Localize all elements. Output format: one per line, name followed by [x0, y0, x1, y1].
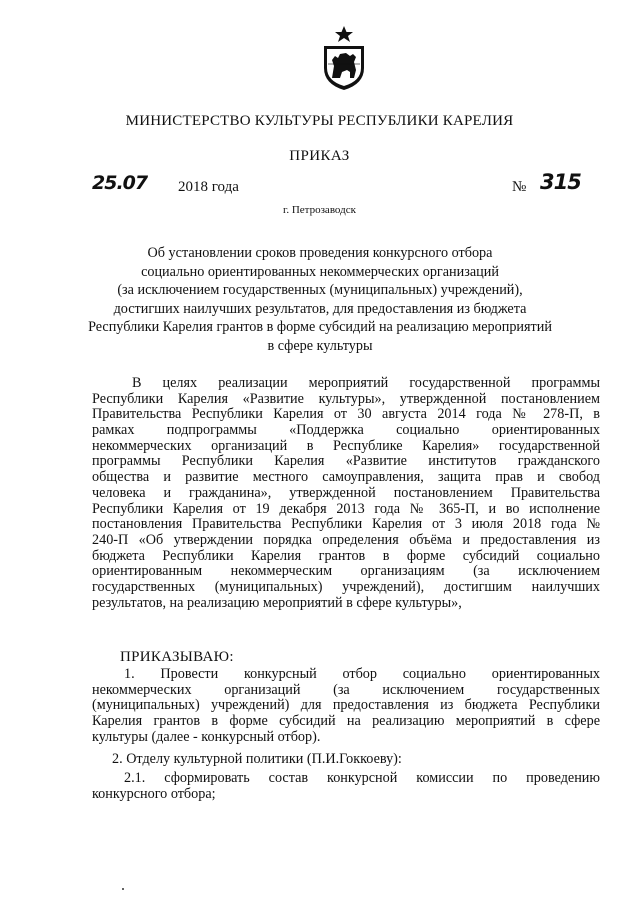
text-line: Республики Карелия «Развитие культуры», утвержденной постановлением [92, 391, 600, 407]
order-subject [80, 244, 560, 355]
city: г. Петрозаводск [283, 204, 356, 216]
text-line: конкурсного отбора; [92, 785, 216, 802]
text-line: 240-П «Об утверждении порядка определения объёма и предоставления из [92, 532, 600, 548]
text-line: общества и развитие местного самоуправления, защита прав и свобод [92, 470, 600, 486]
subject-line: (за исключением государственных (муниципальных) учреждений), [117, 282, 523, 298]
item-2-paragraph [92, 752, 600, 768]
subject-line: в сфере культуры [267, 337, 373, 354]
handwritten-number: 315 [540, 170, 581, 194]
text-line: В целях реализации мероприятий государственной программы [132, 376, 600, 391]
preamble-paragraph [92, 376, 600, 611]
text-line: бюджета Республики Карелия грантов в форме субсидий социально [92, 548, 600, 564]
subject-line: Республики Карелия грантов в форме субсидий на реализацию мероприятий [88, 319, 552, 335]
prikazyvayu-heading: ПРИКАЗЫВАЮ: [120, 649, 234, 665]
order-title: ПРИКАЗ [289, 148, 350, 164]
text-line: (муниципальных) учреждений) для предоставления из бюджета Республики [92, 698, 600, 714]
text-line: 2.1. сформировать состав конкурсной комиссии по проведению [124, 771, 600, 786]
date-number-line [92, 172, 592, 202]
text-line: программы Республики Карелия «Развитие институтов гражданского [92, 454, 600, 470]
text-line: Правительства Республики Карелия от 30 августа 2014 года № 278-П, в [92, 407, 600, 423]
text-line: некоммерческих организаций (за исключением государственных [92, 682, 600, 698]
ministry-name: МИНИСТЕРСТВО КУЛЬТУРЫ РЕСПУБЛИКИ КАРЕЛИЯ [125, 113, 514, 129]
handwritten-date: 25.07 [92, 172, 148, 194]
text-line: ориентированным некоммерческим организациям (за исключением [92, 564, 600, 580]
text-line: некоммерческих организаций в Республике Карелия» государственной [92, 438, 600, 454]
text-line: Республики Карелия от 19 декабря 2013 года № 365-П, и во исполнение [92, 501, 600, 517]
year-text: 2018 года [178, 179, 239, 195]
text-line: постановления Правительства Республики Карелия от 3 июля 2018 года № [92, 517, 600, 533]
subject-line: Об установлении сроков проведения конкурсного отбора [147, 245, 493, 261]
text-line: культуры (далее - конкурсный отбор). [92, 728, 321, 745]
karelia-coat-of-arms-icon [320, 26, 368, 92]
item-1-paragraph [92, 667, 600, 745]
text-line: результатов, на реализацию мероприятий в сфере культуры», [92, 594, 462, 611]
text-line: Карелия грантов в форме субсидий на реализацию мероприятий в сфере [92, 714, 600, 730]
text-line: человека и гражданина», утвержденной постановлением Правительства [92, 485, 600, 501]
number-sign: № [512, 179, 527, 195]
text-line: 2. Отделу культурной политики (П.И.Гоккоеву): [112, 751, 402, 767]
text-line: государственных (муниципальных) учреждений), достигшим наилучших [92, 579, 600, 595]
text-line: 1. Провести конкурсный отбор социально ориентированных [124, 667, 600, 682]
subject-line: достигших наилучших результатов, для предоставления из бюджета [113, 300, 527, 317]
scan-speck [122, 888, 124, 890]
text-line: рамках подпрограммы «Поддержка социально ориентированных [92, 423, 600, 439]
item-2-1-paragraph [92, 771, 600, 802]
subject-line: социально ориентированных некоммерческих организаций [141, 263, 499, 280]
